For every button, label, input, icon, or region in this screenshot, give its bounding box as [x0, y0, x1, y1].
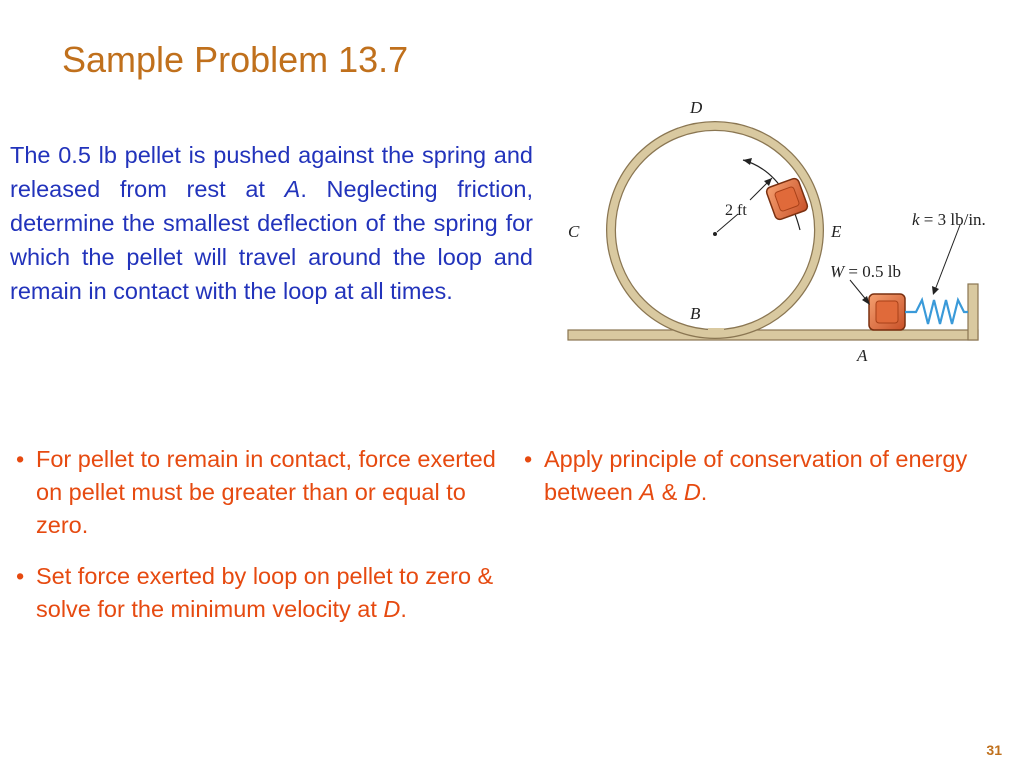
solution-steps-left	[10, 443, 505, 644]
pellet-on-loop	[765, 177, 809, 221]
weight-w-symbol: W	[830, 262, 845, 281]
problem-statement	[10, 138, 533, 308]
label-b: B	[690, 304, 701, 323]
spring-arrow	[932, 225, 960, 295]
bullet-dot: •	[16, 563, 25, 589]
spring-k-symbol: k	[912, 210, 920, 229]
spring	[905, 300, 968, 324]
bullet-item	[10, 443, 505, 542]
bullet-item	[10, 560, 505, 626]
spring-constant-label	[912, 210, 986, 229]
label-d: D	[690, 98, 703, 117]
page-number: 31	[986, 742, 1002, 758]
problem-point-a: A	[284, 176, 301, 202]
radius-label: 2 ft	[725, 202, 747, 219]
solution-steps-right	[518, 443, 988, 527]
bullet-text: Set force exerted by loop on pellet to zero & solve for the minimum velocity at	[36, 563, 494, 622]
bullet-item	[518, 443, 988, 509]
problem-text-part1: The 0.5 lb pellet is pushed against the spring and released from rest at	[10, 142, 533, 202]
weight-w-value: = 0.5 lb	[844, 262, 901, 281]
bullet-text-end: .	[700, 479, 708, 505]
weight-arrow	[850, 280, 870, 305]
bullet-text: For pellet to remain in contact, force exerted on pellet must be greater than or equal to zero.	[36, 446, 496, 538]
bullet-italic-a: A	[639, 479, 656, 505]
bullet-text: Apply principle of conservation of energy between	[544, 446, 968, 505]
bullet-text-mid: &	[655, 479, 684, 505]
label-c: C	[568, 222, 580, 241]
problem-text-part2: . Neglecting friction, determine the smallest deflection of the spring for which the pellet will travel around the loop and remain in contact with the loop at all times.	[10, 176, 533, 304]
pellet-at-a	[869, 294, 905, 330]
loop-diagram	[560, 92, 1020, 372]
slide-title: Sample Problem 13.7	[62, 39, 409, 80]
bullet-text-end: .	[400, 596, 407, 622]
circular-loop	[611, 126, 819, 334]
label-a: A	[857, 346, 868, 365]
bullet-italic-d: D	[383, 596, 401, 622]
bullet-dot: •	[524, 446, 533, 472]
bullet-italic-d: D	[683, 479, 701, 505]
label-e: E	[831, 222, 842, 241]
spring-k-value: = 3 lb/in.	[919, 210, 986, 229]
weight-label	[830, 262, 901, 281]
bullet-dot: •	[16, 446, 25, 472]
